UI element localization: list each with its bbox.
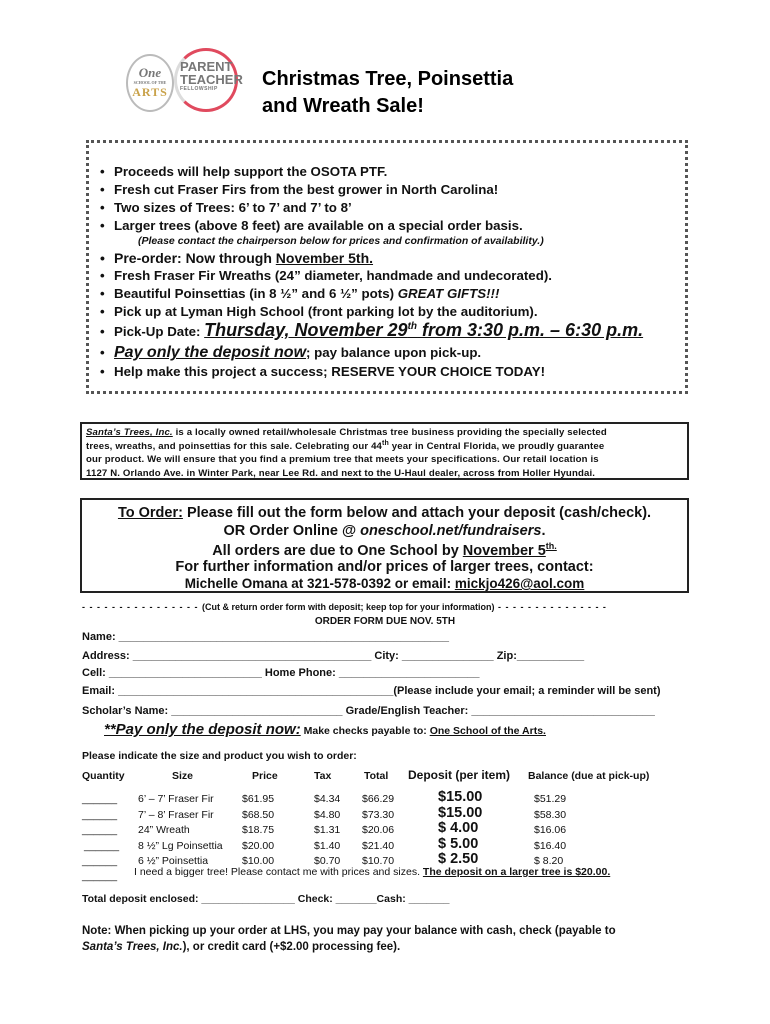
santa-sup: th <box>382 439 389 447</box>
row-tax: $4.34 <box>314 793 341 805</box>
row-balance: $ 8.20 <box>534 855 564 867</box>
bullet-reserve: • Help make this project a success; RESERVE YOUR CHOICE TODAY! <box>100 364 546 379</box>
pickup-sup: th <box>407 321 418 332</box>
great-gifts-text: GREAT GIFTS!!! <box>397 286 500 301</box>
logo-arts-text: ARTS <box>132 85 168 99</box>
bullet-pickup-date: • Pick-Up Date: Thursday, November 29th from 3:30 p.m. – 6:30 p.m. <box>100 320 644 340</box>
payee: One School of the Arts. <box>429 725 546 737</box>
qty-input[interactable]: ______ <box>84 840 120 852</box>
col-deposit: Deposit (per item) <box>408 768 511 782</box>
santa-line1 <box>86 426 683 440</box>
row-total: $10.70 <box>362 855 395 867</box>
row-balance: $58.30 <box>534 809 567 821</box>
scholar-field[interactable]: Scholar’s Name: ____________________________ Grade/English Teacher: ______________________________ <box>82 705 655 717</box>
bullet-text: Pick up at Lyman High School (front parking lot by the auditorium). <box>114 304 538 319</box>
name-field[interactable]: Name: ______________________________________________________ <box>82 631 450 643</box>
row-deposit: $ 5.00 <box>438 836 479 852</box>
order-online-link[interactable]: oneschool.net/fundraisers <box>360 523 542 539</box>
pay-deposit-line <box>104 721 546 738</box>
col-price: Price <box>252 770 278 782</box>
bullet-text: Proceeds will help support the OSOTA PTF. <box>114 164 388 179</box>
row-deposit: $ 4.00 <box>438 820 479 836</box>
bullet-text: Fresh Fraser Fir Wreaths (24” diameter, handmade and undecorated). <box>114 268 552 283</box>
note-line2 <box>82 941 400 953</box>
larger-tree-note: (Please contact the chairperson below for prices and confirmation of availability.) <box>138 235 544 247</box>
bullet-text: ; pay balance upon pick-up. <box>306 345 482 360</box>
row-total: $73.30 <box>362 809 395 821</box>
row-tax: $1.31 <box>314 824 341 836</box>
order-text: Michelle Omana at 321-578-0392 or email: <box>184 576 455 591</box>
pay-deposit-now: **Pay only the deposit now: <box>104 721 301 738</box>
bullet-text: Pre-order: Now through <box>114 250 276 266</box>
col-quantity: Quantity <box>82 770 125 782</box>
bullet-text: Fresh cut Fraser Firs from the best grower in North Carolina! <box>114 182 499 197</box>
row-price: $10.00 <box>242 855 275 867</box>
order-text: Please fill out the form below and attach your deposit (cash/check). <box>182 505 652 521</box>
note-line1: Note: When picking up your order at LHS, you may pay your balance with cash, check (payable to <box>82 925 616 937</box>
santa-text: trees, wreaths, and poinsettias for this sale. Celebrating our 44 <box>86 440 383 452</box>
total-deposit-field[interactable]: Total deposit enclosed: ________________ Check: _______Cash: _______ <box>82 893 450 905</box>
col-balance: Balance (due at pick-up) <box>528 770 650 782</box>
pickup-date-text <box>204 320 643 340</box>
qty-input[interactable]: ______ <box>82 809 118 821</box>
row-size: 6’ – 7’ Fraser Fir <box>138 793 214 805</box>
order-line2 <box>80 523 689 539</box>
pickup-time: from 3:30 p.m. – 6:30 p.m. <box>417 320 644 340</box>
address-field[interactable]: Address: _______________________________________ City: _______________ Zip:___________ <box>82 650 585 662</box>
order-text: OR Order Online @ <box>223 523 361 539</box>
ptf-logo-text <box>180 59 243 92</box>
row-tax: $4.80 <box>314 809 341 821</box>
row-tax: $0.70 <box>314 855 341 867</box>
bullet-text: Pick-Up Date: <box>114 324 205 339</box>
title-line1: Christmas Tree, Poinsettia <box>262 68 514 90</box>
row-tax: $1.40 <box>314 840 341 852</box>
row-total: $21.40 <box>362 840 395 852</box>
row-total: $20.06 <box>362 824 395 836</box>
santa-text: year in Central Florida, we proudly guarantee <box>388 440 605 452</box>
order-form-due: ORDER FORM DUE NOV. 5TH <box>314 616 456 627</box>
special-order-text: I need a bigger tree! Please contact me with prices and sizes. <box>134 866 423 878</box>
bullet-proceeds: • Proceeds will help support the OSOTA PTF. <box>100 164 388 179</box>
phone-fields[interactable]: Cell: _________________________ Home Phone: _______________________ <box>82 667 480 679</box>
note-text: ), or credit card (+$2.00 processing fee). <box>182 941 401 953</box>
title-line2: and Wreath Sale! <box>262 95 424 117</box>
row-deposit: $15.00 <box>438 805 483 821</box>
santa-line3: our product. We will ensure that you find a premium tree that meets your specifications. Our retail location is <box>86 454 599 465</box>
pay-text: Make checks payable to: <box>300 725 430 737</box>
order-line5 <box>80 576 689 591</box>
special-order-row <box>134 866 610 878</box>
bullet-larger: • Larger trees (above 8 feet) are available on a special order basis. <box>100 218 523 233</box>
santa-trees-box <box>80 422 689 480</box>
row-price: $18.75 <box>242 824 275 836</box>
col-tax: Tax <box>314 770 332 782</box>
row-price: $68.50 <box>242 809 275 821</box>
ptf-line3: FELLOWSHIP <box>180 86 218 92</box>
row-size: 7’ – 8’ Fraser Fir <box>138 809 214 821</box>
pay-deposit-text: Pay only the deposit now <box>114 344 307 361</box>
order-line1 <box>80 505 689 521</box>
logo-school-text: SCHOOL OF THE <box>133 80 167 85</box>
bullet-text: Larger trees (above 8 feet) are available on a special order basis. <box>114 218 523 233</box>
row-deposit: $ 2.50 <box>438 851 479 867</box>
santas-trees-name: Santa’s Trees, Inc. <box>82 941 183 953</box>
col-size: Size <box>172 770 194 782</box>
qty-input[interactable]: ______ <box>82 870 118 882</box>
logo-one-text: One <box>138 65 162 80</box>
page-title <box>262 66 513 120</box>
to-order-label: To Order: <box>117 505 183 521</box>
preorder-date: November 5th. <box>275 250 374 266</box>
bullet-wreaths: • Fresh Fraser Fir Wreaths (24” diameter, handmade and undecorated). <box>100 268 552 283</box>
bullet-text: Beautiful Poinsettias (in 8 ½” and 6 ½” pots) <box>114 286 398 301</box>
larger-tree-deposit-note: The deposit on a larger tree is $20.00. <box>422 866 611 878</box>
row-balance: $16.40 <box>534 840 567 852</box>
bullet-text: Help make this project a success; RESERVE YOUR CHOICE TODAY! <box>114 364 546 379</box>
row-price: $61.95 <box>242 793 275 805</box>
santa-line4: 1127 N. Orlando Ave. in Winter Park, near Lee Rd. and next to the U-Haul dealer, across from Holler Hyundai. <box>86 467 596 479</box>
bullet-sizes: • Two sizes of Trees: 6’ to 7’ and 7’ to 8’ <box>100 200 352 215</box>
row-size: 8 ½” Lg Poinsettia <box>138 840 223 852</box>
pickup-day: Thursday, November 29 <box>204 320 408 340</box>
cut-line: - - - - - - - - - - - - - - - - (Cut & return order form with deposit; keep top for your information) - - - - - - - - - - - - - - - <box>82 602 607 612</box>
row-balance: $51.29 <box>534 793 567 805</box>
one-school-ptf-logo <box>126 48 246 116</box>
row-size: 24” Wreath <box>138 824 190 836</box>
row-balance: $16.06 <box>534 824 567 836</box>
row-price: $20.00 <box>242 840 275 852</box>
indicate-instructions: Please indicate the size and product you wish to order: <box>82 750 357 762</box>
order-text: . <box>541 523 546 539</box>
qty-input[interactable]: ______ <box>82 824 118 836</box>
row-total: $66.29 <box>362 793 395 805</box>
contact-email-link[interactable]: mickjo426@aol.com <box>454 576 585 591</box>
ptf-line1: PARENT <box>180 59 233 74</box>
santa-line2 <box>86 440 683 454</box>
ptf-line2: TEACHER <box>180 72 243 87</box>
email-field[interactable]: Email: _____________________________________________(Please include your email; a reminder will be sent) <box>82 685 661 697</box>
order-line4: For further information and/or prices of larger trees, contact: <box>175 559 594 575</box>
bullet-poinsettias: • Beautiful Poinsettias (in 8 ½” and 6 ½” pots) GREAT GIFTS!!! <box>100 286 500 301</box>
one-school-arts-logo <box>126 54 174 112</box>
santa-text: is a locally owned retail/wholesale Christmas tree business providing the specially selected <box>172 427 607 438</box>
row-deposit: $15.00 <box>438 789 483 805</box>
bullet-pay-deposit: • Pay only the deposit now; pay balance upon pick-up. <box>100 344 482 361</box>
bullet-fraser: • Fresh cut Fraser Firs from the best grower in North Carolina! <box>100 182 499 197</box>
due-date-sup: th. <box>545 541 557 551</box>
due-date: November 5 <box>462 542 546 559</box>
col-total: Total <box>364 770 389 782</box>
bullet-preorder: • Pre-order: Now through November 5th. <box>100 250 374 266</box>
santa-name: Santa’s Trees, Inc. <box>86 427 173 438</box>
bullet-pickup-location: • Pick up at Lyman High School (front parking lot by the auditorium). <box>100 304 538 319</box>
order-line3 <box>80 541 689 559</box>
cut-line-text: (Cut & return order form with deposit; keep top for your information) <box>201 602 495 612</box>
qty-input[interactable]: ______ <box>82 855 118 867</box>
qty-input[interactable]: ______ <box>82 793 118 805</box>
bullet-text: Two sizes of Trees: 6’ to 7’ and 7’ to 8’ <box>114 200 352 215</box>
row-size: 6 ½” Poinsettia <box>138 855 209 867</box>
order-text: All orders are due to One School by <box>212 542 463 559</box>
